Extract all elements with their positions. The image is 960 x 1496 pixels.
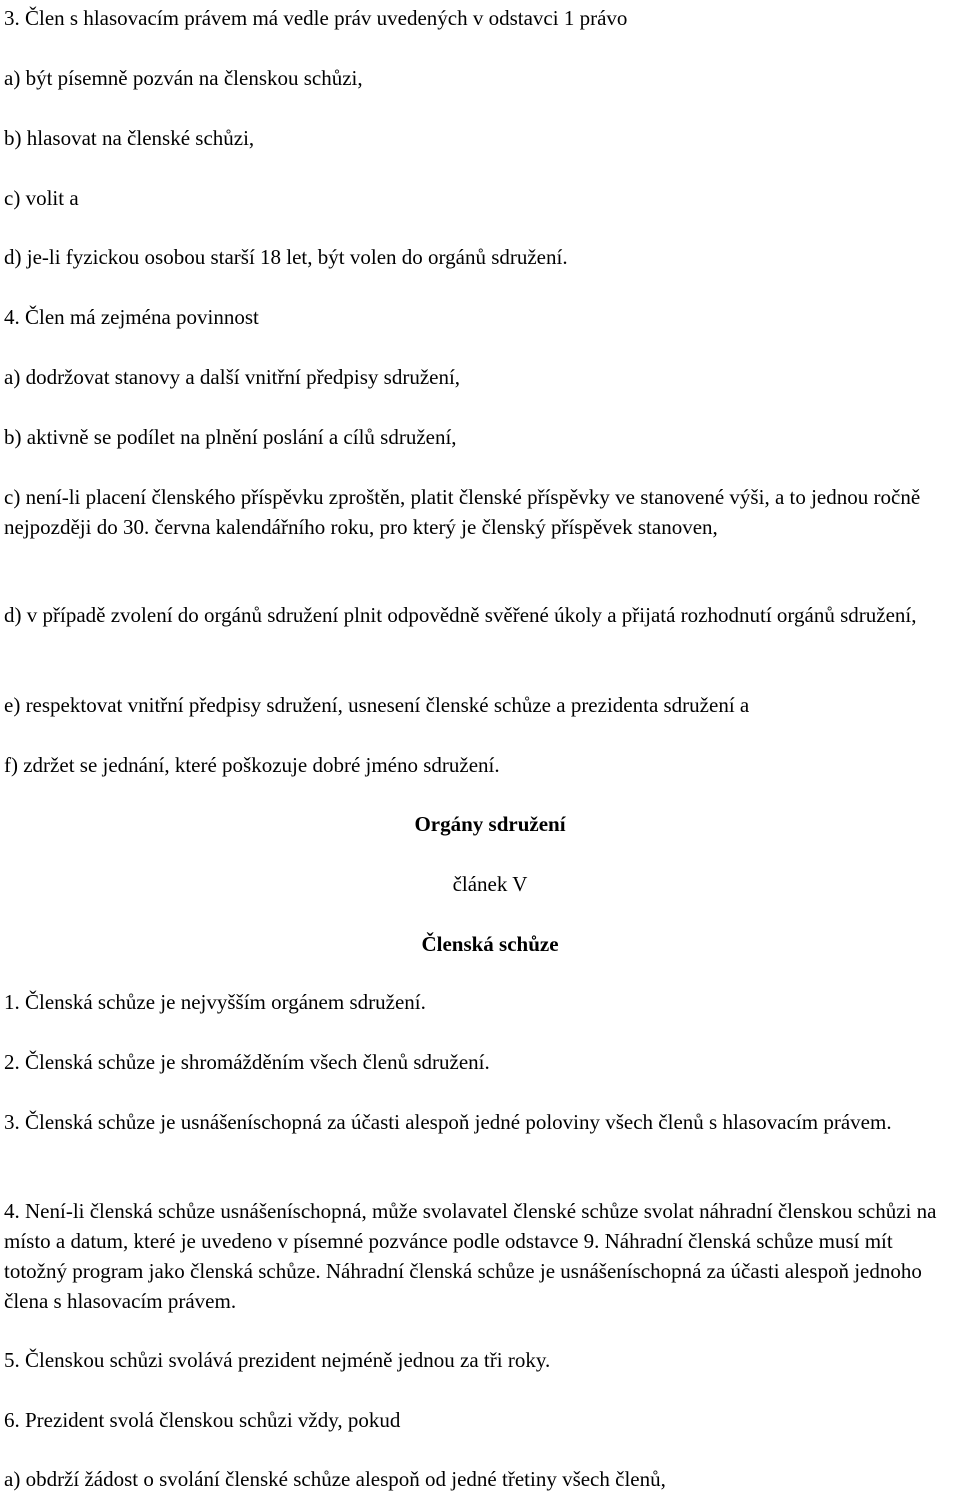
article-v-paragraph-6: 6. Prezident svolá členskou schůzi vždy, pokud: [4, 1408, 401, 1432]
part-heading: Orgány sdružení: [414, 812, 566, 836]
section-4-item-d: d) v případě zvolení do orgánů sdružení plnit odpovědně svěřené úkoly a přijatá rozhodnutí orgánů sdružení,: [4, 603, 917, 627]
section-4-item-c: c) není-li placení členského příspěvku zproštěn, platit členské příspěvky ve stanovené výši, a to jednou ročně nejpozději do 30. června kalendářního roku, pro který je členský příspěvek stanoven,: [4, 485, 921, 539]
section-4-item-e: e) respektovat vnitřní předpisy sdružení, usnesení členské schůze a prezidenta sdružení a: [4, 693, 750, 717]
section-4-item-a: a) dodržovat stanovy a další vnitřní předpisy sdružení,: [4, 365, 461, 389]
article-v-paragraph-1: 1. Členská schůze je nejvyšším orgánem sdružení.: [4, 990, 426, 1014]
article-v-paragraph-5: 5. Členskou schůzi svolává prezident nejméně jednou za tři roky.: [4, 1348, 551, 1372]
section-3-item-c: c) volit a: [4, 186, 79, 210]
section-4-item-b: b) aktivně se podílet na plnění poslání a cílů sdružení,: [4, 425, 457, 449]
article-v-paragraph-2: 2. Členská schůze je shromážděním všech členů sdružení.: [4, 1050, 490, 1074]
section-4-intro: 4. Člen má zejména povinnost: [4, 305, 259, 329]
article-title: Členská schůze: [421, 932, 559, 956]
section-3-item-d: d) je-li fyzickou osobou starší 18 let, být volen do orgánů sdružení.: [4, 245, 568, 269]
article-v-paragraph-3: 3. Členská schůze je usnášeníschopná za účasti alespoň jedné poloviny všech členů s hlasovacím právem.: [4, 1110, 892, 1134]
section-3-item-b: b) hlasovat na členské schůzi,: [4, 126, 255, 150]
article-number: článek V: [452, 872, 528, 896]
section-3-intro: 3. Člen s hlasovacím právem má vedle práv uvedených v odstavci 1 právo: [4, 6, 628, 30]
article-v-paragraph-4: 4. Není-li členská schůze usnášeníschopná, může svolavatel členské schůze svolat náhradní členskou schůzi na místo a datum, které je uvedeno v písemné pozvánce podle odstavce 9. Náhradní členská schůze musí mít totožný program jako členská schůze. Náhradní členská schůze je usnášeníschopná za účasti alespoň jednoho člena s hlasovacím právem.: [4, 1199, 937, 1313]
article-v-paragraph-6-item-a: a) obdrží žádost o svolání členské schůze alespoň od jedné třetiny všech členů,: [4, 1467, 666, 1491]
section-4-item-f: f) zdržet se jednání, které poškozuje dobré jméno sdružení.: [4, 753, 500, 777]
section-3-item-a: a) být písemně pozván na členskou schůzi,: [4, 66, 363, 90]
